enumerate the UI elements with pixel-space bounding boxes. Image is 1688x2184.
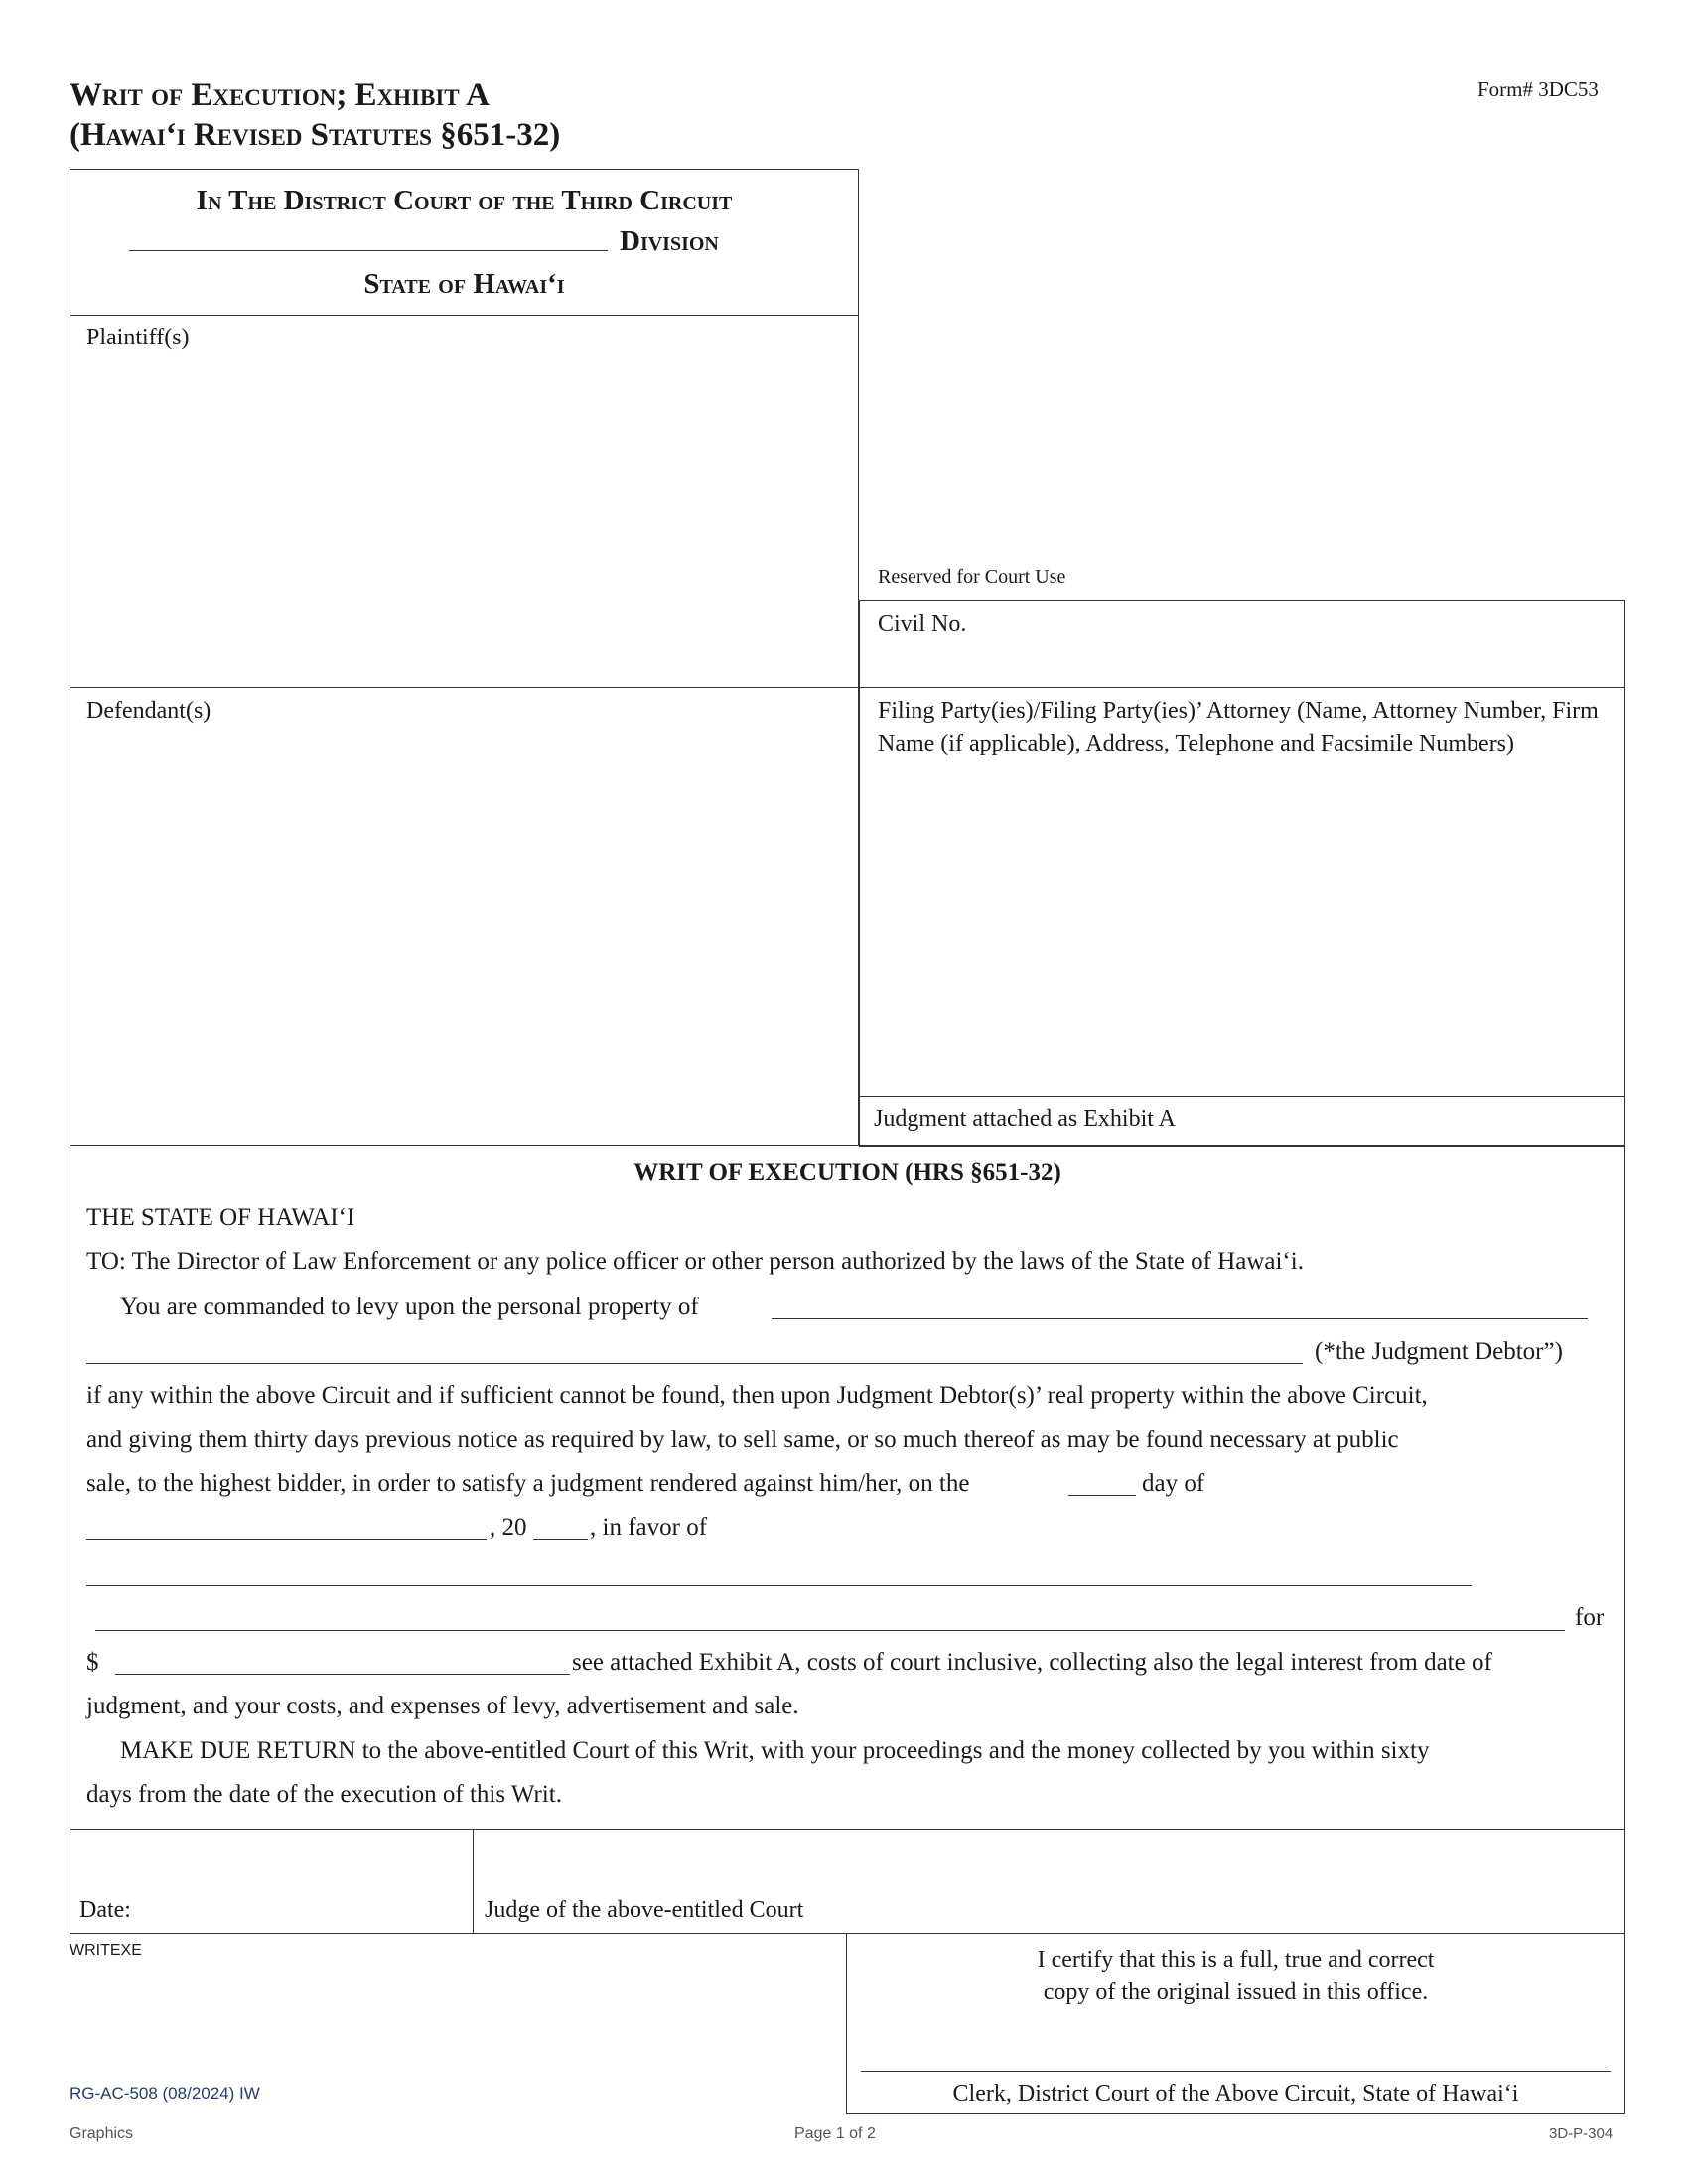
defendant-label: Defendant(s)	[86, 698, 211, 724]
date-label[interactable]: Date:	[79, 1897, 131, 1923]
rg-code: RG-AC-508 (08/2024) IW	[70, 2084, 260, 2103]
court-name: In The District Court of the Third Circuit	[196, 185, 733, 216]
parties-box	[70, 315, 859, 1146]
in-favor-label: , in favor of	[590, 1514, 708, 1541]
signature-divider	[473, 1829, 474, 1934]
debtor-name-blank-1[interactable]	[772, 1318, 1588, 1319]
clerk-signature-line[interactable]	[861, 2071, 1611, 2072]
return-line2: days from the date of the execution of this Writ.	[86, 1781, 562, 1808]
plaintiff-label: Plaintiff(s)	[86, 325, 190, 350]
reserved-court-use: Reserved for Court Use	[878, 566, 1066, 588]
judgment-divider	[859, 1096, 1625, 1097]
creditor-blank-1[interactable]	[86, 1585, 1472, 1586]
parties-divider	[70, 687, 859, 688]
day-blank[interactable]	[1068, 1495, 1136, 1496]
year-prefix: , 20	[490, 1514, 527, 1541]
month-blank[interactable]	[86, 1539, 487, 1540]
civil-no-label: Civil No.	[878, 612, 967, 637]
signature-row	[70, 1829, 1625, 1934]
writ-para-line3: sale, to the highest bidder, in order to satisfy a judgment rendered against him/her, on the	[86, 1470, 970, 1497]
certify-line2: copy of the original issued in this office.	[1043, 1979, 1429, 2005]
form-number: Form# 3DC53	[1477, 77, 1599, 101]
return-line1: MAKE DUE RETURN to the above-entitled Court of this Writ, with your proceedings and the money collected by you within sixty	[120, 1737, 1430, 1764]
debtor-name-blank-2[interactable]	[86, 1363, 1303, 1364]
form-title-line2: (Hawai‘i Revised Statutes §651-32)	[70, 117, 561, 153]
writ-to-line: TO: The Director of Law Enforcement or any police officer or other person authorized by the laws of the State of Hawai‘i.	[86, 1248, 1304, 1275]
year-blank[interactable]	[533, 1539, 588, 1540]
certify-line1: I certify that this is a full, true and correct	[1037, 1947, 1435, 1973]
writ-command: You are commanded to levy upon the personal property of	[120, 1294, 699, 1320]
clerk-label: Clerk, District Court of the Above Circuit, State of Hawai‘i	[952, 2081, 1519, 2107]
state-name: State of Hawai‘i	[363, 268, 565, 300]
writ-para-line1: if any within the above Circuit and if sufficient cannot be found, then upon Judgment Debtor(s)’ real property within the above Circuit,	[86, 1382, 1428, 1409]
form-code: WRITEXE	[70, 1942, 142, 1959]
form-title-line1: Writ of Execution; Exhibit A	[70, 77, 490, 113]
writ-para-last: judgment, and your costs, and expenses of levy, advertisement and sale.	[86, 1693, 799, 1719]
reference-code: 3D-P-304	[1549, 2125, 1614, 2142]
writ-para-line2: and giving them thirty days previous notice as required by law, to sell same, or so much thereof as may be found necessary at public	[86, 1427, 1399, 1453]
page-number: Page 1 of 2	[794, 2125, 876, 2142]
graphics-label: Graphics	[70, 2125, 134, 2142]
filing-party-label: Filing Party(ies)/Filing Party(ies)’ Attorney (Name, Attorney Number, Firm Name (if applicable), Address, Telephone and Facsimile Numbers)	[878, 698, 1599, 756]
dollar-sign: $	[86, 1649, 99, 1676]
exhibit-text: see attached Exhibit A, costs of court inclusive, collecting also the legal interest from date of	[572, 1649, 1492, 1676]
amount-blank[interactable]	[115, 1674, 570, 1675]
for-label: for	[1575, 1604, 1605, 1631]
civil-no-box	[859, 600, 1625, 688]
division-label: Division	[620, 225, 719, 257]
writ-state-line: THE STATE OF HAWAI‘I	[86, 1204, 355, 1231]
creditor-blank-2[interactable]	[95, 1630, 1565, 1631]
judge-signature-label[interactable]: Judge of the above-entitled Court	[485, 1897, 804, 1923]
day-of-label: day of	[1142, 1470, 1205, 1497]
writ-heading: WRIT OF EXECUTION (HRS §651-32)	[633, 1160, 1061, 1186]
division-blank[interactable]	[129, 250, 608, 251]
judgment-attached-label: Judgment attached as Exhibit A	[874, 1106, 1176, 1132]
judgment-debtor-label: (*the Judgment Debtor”)	[1315, 1338, 1563, 1365]
